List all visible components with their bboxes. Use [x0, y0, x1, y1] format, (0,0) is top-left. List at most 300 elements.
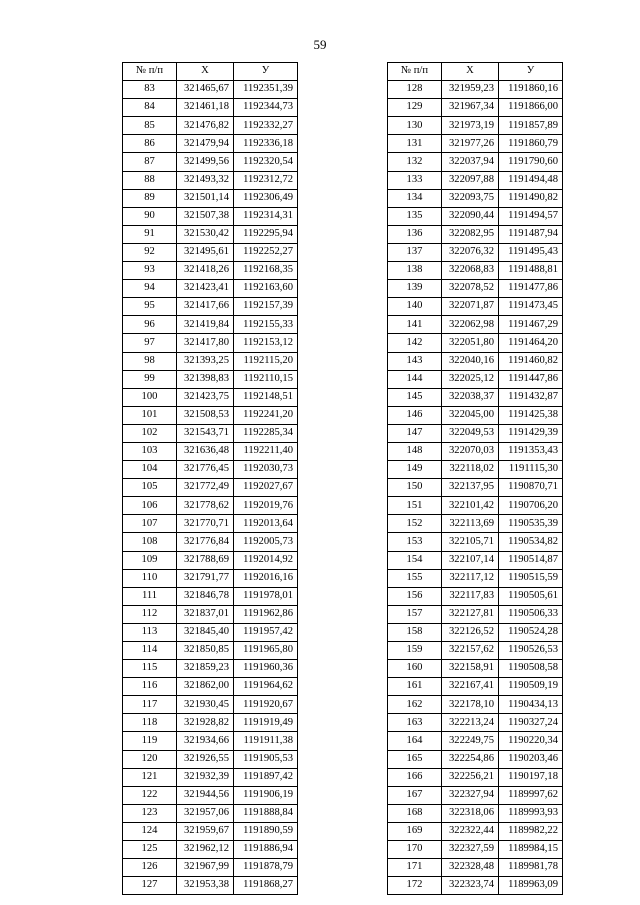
x-coordinate-cell: 321507,38: [177, 207, 234, 225]
y-coordinate-cell: 1191487,94: [499, 225, 563, 243]
row-number-cell: 106: [123, 497, 177, 515]
x-coordinate-cell: 321788,69: [177, 551, 234, 569]
x-coordinate-cell: 321776,84: [177, 533, 234, 551]
y-coordinate-cell: 1192153,12: [234, 334, 298, 352]
row-number-cell: 122: [123, 786, 177, 804]
table-row: [388, 696, 563, 714]
row-number-cell: 166: [388, 768, 442, 786]
table-row: [123, 642, 298, 660]
x-coordinate-cell: 321393,25: [177, 352, 234, 370]
x-coordinate-cell: 321479,94: [177, 135, 234, 153]
row-number-cell: 144: [388, 370, 442, 388]
y-coordinate-cell: 1190506,33: [499, 605, 563, 623]
table-row: [123, 189, 298, 207]
row-number-cell: 101: [123, 406, 177, 424]
row-number-cell: 156: [388, 587, 442, 605]
table-row: [123, 859, 298, 877]
x-coordinate-cell: 322038,37: [442, 388, 499, 406]
y-coordinate-cell: 1191868,27: [234, 877, 298, 895]
y-coordinate-cell: 1191964,62: [234, 678, 298, 696]
x-coordinate-cell: 321962,12: [177, 841, 234, 859]
row-number-cell: 97: [123, 334, 177, 352]
x-coordinate-cell: 321846,78: [177, 587, 234, 605]
x-coordinate-cell: 322254,86: [442, 750, 499, 768]
y-coordinate-cell: 1192005,73: [234, 533, 298, 551]
row-number-cell: 124: [123, 822, 177, 840]
row-number-cell: 150: [388, 479, 442, 497]
table-row: [123, 424, 298, 442]
y-coordinate-cell: 1190526,53: [499, 642, 563, 660]
table-row: [123, 81, 298, 99]
row-number-cell: 140: [388, 298, 442, 316]
row-number-cell: 153: [388, 533, 442, 551]
x-coordinate-cell: 321862,00: [177, 678, 234, 696]
row-number-cell: 132: [388, 153, 442, 171]
row-number-cell: 154: [388, 551, 442, 569]
x-coordinate-cell: 321944,56: [177, 786, 234, 804]
table-row: [388, 841, 563, 859]
row-number-cell: 128: [388, 81, 442, 99]
table-row: [388, 714, 563, 732]
row-number-cell: 98: [123, 352, 177, 370]
table-row: [388, 262, 563, 280]
row-number-cell: 120: [123, 750, 177, 768]
row-number-cell: 130: [388, 117, 442, 135]
table-row: [388, 497, 563, 515]
table-row: [123, 678, 298, 696]
x-coordinate-cell: 321930,45: [177, 696, 234, 714]
y-coordinate-cell: 1190870,71: [499, 479, 563, 497]
x-coordinate-cell: 321770,71: [177, 515, 234, 533]
coordinates-table-right: [387, 62, 563, 895]
row-number-cell: 126: [123, 859, 177, 877]
row-number-cell: 99: [123, 370, 177, 388]
table-row: [388, 370, 563, 388]
x-coordinate-cell: 321776,45: [177, 461, 234, 479]
y-coordinate-cell: 1191890,59: [234, 822, 298, 840]
x-coordinate-cell: 322157,62: [442, 642, 499, 660]
y-coordinate-cell: 1191447,86: [499, 370, 563, 388]
y-coordinate-cell: 1192115,20: [234, 352, 298, 370]
x-coordinate-cell: 321423,41: [177, 280, 234, 298]
row-number-cell: 145: [388, 388, 442, 406]
y-coordinate-cell: 1191460,82: [499, 352, 563, 370]
table-row: [123, 822, 298, 840]
y-coordinate-cell: 1191494,48: [499, 171, 563, 189]
table-row: [123, 135, 298, 153]
y-coordinate-cell: 1192019,76: [234, 497, 298, 515]
row-number-cell: 96: [123, 316, 177, 334]
x-coordinate-cell: 321957,06: [177, 804, 234, 822]
y-coordinate-cell: 1189981,78: [499, 859, 563, 877]
table-row: [123, 569, 298, 587]
table-row: [388, 587, 563, 605]
x-coordinate-cell: 322093,75: [442, 189, 499, 207]
x-coordinate-cell: 321418,26: [177, 262, 234, 280]
row-number-cell: 84: [123, 99, 177, 117]
row-number-cell: 171: [388, 859, 442, 877]
row-number-cell: 152: [388, 515, 442, 533]
x-coordinate-cell: 321859,23: [177, 660, 234, 678]
table-row: [388, 207, 563, 225]
y-coordinate-cell: 1191897,42: [234, 768, 298, 786]
row-number-cell: 103: [123, 442, 177, 460]
x-coordinate-cell: 321508,53: [177, 406, 234, 424]
row-number-cell: 146: [388, 406, 442, 424]
table-row: [388, 117, 563, 135]
table-row: [123, 696, 298, 714]
row-number-cell: 142: [388, 334, 442, 352]
x-coordinate-cell: 322327,59: [442, 841, 499, 859]
table-row: [123, 442, 298, 460]
y-coordinate-cell: 1190220,34: [499, 732, 563, 750]
table-row: [123, 479, 298, 497]
x-coordinate-cell: 321932,39: [177, 768, 234, 786]
row-number-cell: 167: [388, 786, 442, 804]
y-coordinate-cell: 1191432,87: [499, 388, 563, 406]
row-number-cell: 85: [123, 117, 177, 135]
x-coordinate-cell: 321850,85: [177, 642, 234, 660]
row-number-cell: 111: [123, 587, 177, 605]
y-coordinate-cell: 1192252,27: [234, 243, 298, 261]
table-row: [123, 497, 298, 515]
row-number-cell: 158: [388, 623, 442, 641]
y-coordinate-cell: 1190505,61: [499, 587, 563, 605]
x-coordinate-cell: 321493,32: [177, 171, 234, 189]
table-row: [388, 877, 563, 895]
table-row: [123, 171, 298, 189]
coordinates-table-left: [122, 62, 298, 895]
table-row: [388, 334, 563, 352]
y-coordinate-cell: 1192336,18: [234, 135, 298, 153]
table-row: [123, 298, 298, 316]
x-coordinate-cell: 322323,74: [442, 877, 499, 895]
y-coordinate-cell: 1191886,94: [234, 841, 298, 859]
row-number-cell: 87: [123, 153, 177, 171]
x-coordinate-cell: 321499,56: [177, 153, 234, 171]
table-row: [123, 768, 298, 786]
x-coordinate-cell: 321636,48: [177, 442, 234, 460]
x-coordinate-cell: 321934,66: [177, 732, 234, 750]
x-coordinate-cell: 321837,01: [177, 605, 234, 623]
x-coordinate-cell: 321423,75: [177, 388, 234, 406]
y-coordinate-cell: 1191957,42: [234, 623, 298, 641]
table-row: [388, 551, 563, 569]
row-number-cell: 90: [123, 207, 177, 225]
row-number-cell: 118: [123, 714, 177, 732]
table-row: [123, 280, 298, 298]
y-coordinate-cell: 1190197,18: [499, 768, 563, 786]
table-row: [123, 605, 298, 623]
y-coordinate-cell: 1192155,33: [234, 316, 298, 334]
table-row: [388, 388, 563, 406]
y-coordinate-cell: 1189997,62: [499, 786, 563, 804]
y-coordinate-cell: 1190327,24: [499, 714, 563, 732]
y-coordinate-cell: 1192157,39: [234, 298, 298, 316]
y-coordinate-cell: 1191911,38: [234, 732, 298, 750]
y-coordinate-cell: 1190508,58: [499, 660, 563, 678]
table-row: [123, 877, 298, 895]
x-coordinate-cell: 321495,61: [177, 243, 234, 261]
table-row: [123, 750, 298, 768]
row-number-cell: 108: [123, 533, 177, 551]
y-coordinate-cell: 1191429,39: [499, 424, 563, 442]
y-coordinate-cell: 1191919,49: [234, 714, 298, 732]
row-number-cell: 86: [123, 135, 177, 153]
row-number-cell: 157: [388, 605, 442, 623]
y-coordinate-cell: 1192312,72: [234, 171, 298, 189]
y-coordinate-cell: 1192030,73: [234, 461, 298, 479]
row-number-cell: 131: [388, 135, 442, 153]
row-number-cell: 160: [388, 660, 442, 678]
row-number-cell: 119: [123, 732, 177, 750]
y-coordinate-cell: 1191962,86: [234, 605, 298, 623]
table-row: [123, 786, 298, 804]
y-coordinate-cell: 1192320,54: [234, 153, 298, 171]
table-header-row: [123, 63, 298, 81]
y-coordinate-cell: 1191467,29: [499, 316, 563, 334]
y-coordinate-cell: 1191860,16: [499, 81, 563, 99]
x-coordinate-cell: 322068,83: [442, 262, 499, 280]
row-number-cell: 139: [388, 280, 442, 298]
row-number-cell: 105: [123, 479, 177, 497]
table-row: [388, 533, 563, 551]
row-number-cell: 115: [123, 660, 177, 678]
table-row: [123, 533, 298, 551]
y-coordinate-cell: 1192014,92: [234, 551, 298, 569]
x-coordinate-cell: 321543,71: [177, 424, 234, 442]
row-number-cell: 141: [388, 316, 442, 334]
x-coordinate-cell: 321398,83: [177, 370, 234, 388]
y-coordinate-cell: 1190203,46: [499, 750, 563, 768]
row-number-cell: 161: [388, 678, 442, 696]
table-row: [123, 660, 298, 678]
y-coordinate-cell: 1191353,43: [499, 442, 563, 460]
y-coordinate-cell: 1192306,49: [234, 189, 298, 207]
x-coordinate-cell: 321959,67: [177, 822, 234, 840]
table-row: [388, 605, 563, 623]
x-coordinate-cell: 321778,62: [177, 497, 234, 515]
x-coordinate-cell: 322178,10: [442, 696, 499, 714]
y-coordinate-cell: 1191888,84: [234, 804, 298, 822]
row-number-cell: 159: [388, 642, 442, 660]
x-coordinate-cell: 322117,83: [442, 587, 499, 605]
table-row: [123, 587, 298, 605]
table-row: [388, 642, 563, 660]
table-row: [388, 99, 563, 117]
table-row: [388, 623, 563, 641]
table-row: [123, 334, 298, 352]
y-coordinate-cell: 1192110,15: [234, 370, 298, 388]
table-row: [388, 424, 563, 442]
x-coordinate-cell: 322097,88: [442, 171, 499, 189]
y-coordinate-cell: 1192013,64: [234, 515, 298, 533]
y-coordinate-cell: 1191790,60: [499, 153, 563, 171]
x-coordinate-cell: 321959,23: [442, 81, 499, 99]
x-coordinate-cell: 322071,87: [442, 298, 499, 316]
y-coordinate-cell: 1191425,38: [499, 406, 563, 424]
table-row: [388, 786, 563, 804]
y-coordinate-cell: 1192241,20: [234, 406, 298, 424]
table-row: [388, 822, 563, 840]
x-coordinate-cell: 322090,44: [442, 207, 499, 225]
table-row: [123, 352, 298, 370]
x-coordinate-cell: 321501,14: [177, 189, 234, 207]
x-coordinate-cell: 322045,00: [442, 406, 499, 424]
x-coordinate-cell: 322082,95: [442, 225, 499, 243]
row-number-cell: 148: [388, 442, 442, 460]
row-number-cell: 83: [123, 81, 177, 99]
y-coordinate-cell: 1189993,93: [499, 804, 563, 822]
x-coordinate-cell: 321967,34: [442, 99, 499, 117]
y-coordinate-cell: 1192332,27: [234, 117, 298, 135]
x-coordinate-cell: 322076,32: [442, 243, 499, 261]
x-coordinate-cell: 322213,24: [442, 714, 499, 732]
row-number-cell: 95: [123, 298, 177, 316]
table-row: [388, 569, 563, 587]
row-number-cell: 117: [123, 696, 177, 714]
row-number-cell: 172: [388, 877, 442, 895]
x-coordinate-cell: 321928,82: [177, 714, 234, 732]
table-row: [123, 370, 298, 388]
x-coordinate-cell: 321926,55: [177, 750, 234, 768]
x-coordinate-cell: 321977,26: [442, 135, 499, 153]
x-coordinate-cell: 322101,42: [442, 497, 499, 515]
x-coordinate-cell: 321465,67: [177, 81, 234, 99]
x-coordinate-cell: 322040,16: [442, 352, 499, 370]
row-number-cell: 136: [388, 225, 442, 243]
row-number-cell: 116: [123, 678, 177, 696]
column-header-number: № п/п: [123, 63, 177, 81]
table-row: [123, 623, 298, 641]
y-coordinate-cell: 1190515,59: [499, 569, 563, 587]
table-row: [123, 262, 298, 280]
y-coordinate-cell: 1191878,79: [234, 859, 298, 877]
table-row: [388, 750, 563, 768]
x-coordinate-cell: 322167,41: [442, 678, 499, 696]
row-number-cell: 151: [388, 497, 442, 515]
row-number-cell: 102: [123, 424, 177, 442]
table-row: [123, 153, 298, 171]
row-number-cell: 155: [388, 569, 442, 587]
table-row: [123, 207, 298, 225]
x-coordinate-cell: 321461,18: [177, 99, 234, 117]
y-coordinate-cell: 1192027,67: [234, 479, 298, 497]
y-coordinate-cell: 1191495,43: [499, 243, 563, 261]
table-row: [388, 171, 563, 189]
table-row: [388, 768, 563, 786]
y-coordinate-cell: 1189963,09: [499, 877, 563, 895]
x-coordinate-cell: 321417,80: [177, 334, 234, 352]
table-row: [123, 243, 298, 261]
page-number: 59: [313, 37, 327, 52]
table-row: [388, 135, 563, 153]
row-number-cell: 127: [123, 877, 177, 895]
row-number-cell: 162: [388, 696, 442, 714]
y-coordinate-cell: 1191960,36: [234, 660, 298, 678]
y-coordinate-cell: 1191464,20: [499, 334, 563, 352]
table-row: [123, 99, 298, 117]
y-coordinate-cell: 1190534,82: [499, 533, 563, 551]
table-row: [388, 352, 563, 370]
y-coordinate-cell: 1192211,40: [234, 442, 298, 460]
x-coordinate-cell: 322113,69: [442, 515, 499, 533]
y-coordinate-cell: 1192314,31: [234, 207, 298, 225]
table-row: [388, 406, 563, 424]
row-number-cell: 147: [388, 424, 442, 442]
y-coordinate-cell: 1190535,39: [499, 515, 563, 533]
y-coordinate-cell: 1191477,86: [499, 280, 563, 298]
x-coordinate-cell: 321772,49: [177, 479, 234, 497]
y-coordinate-cell: 1192295,94: [234, 225, 298, 243]
x-coordinate-cell: 322327,94: [442, 786, 499, 804]
table-row: [123, 406, 298, 424]
table-row: [123, 732, 298, 750]
row-number-cell: 143: [388, 352, 442, 370]
x-coordinate-cell: 322117,12: [442, 569, 499, 587]
x-coordinate-cell: 322078,52: [442, 280, 499, 298]
y-coordinate-cell: 1192016,16: [234, 569, 298, 587]
y-coordinate-cell: 1189982,22: [499, 822, 563, 840]
table-row: [388, 280, 563, 298]
row-number-cell: 91: [123, 225, 177, 243]
x-coordinate-cell: 322137,95: [442, 479, 499, 497]
row-number-cell: 135: [388, 207, 442, 225]
row-number-cell: 110: [123, 569, 177, 587]
y-coordinate-cell: 1191965,80: [234, 642, 298, 660]
y-coordinate-cell: 1192168,35: [234, 262, 298, 280]
row-number-cell: 149: [388, 461, 442, 479]
x-coordinate-cell: 322051,80: [442, 334, 499, 352]
row-number-cell: 168: [388, 804, 442, 822]
x-coordinate-cell: 322105,71: [442, 533, 499, 551]
table-row: [123, 515, 298, 533]
column-header-y: У: [499, 63, 563, 81]
table-row: [123, 117, 298, 135]
y-coordinate-cell: 1190706,20: [499, 497, 563, 515]
row-number-cell: 92: [123, 243, 177, 261]
x-coordinate-cell: 322322,44: [442, 822, 499, 840]
y-coordinate-cell: 1190509,19: [499, 678, 563, 696]
x-coordinate-cell: 321530,42: [177, 225, 234, 243]
x-coordinate-cell: 322025,12: [442, 370, 499, 388]
table-row: [388, 804, 563, 822]
row-number-cell: 133: [388, 171, 442, 189]
row-number-cell: 138: [388, 262, 442, 280]
y-coordinate-cell: 1191860,79: [499, 135, 563, 153]
column-header-y: У: [234, 63, 298, 81]
row-number-cell: 123: [123, 804, 177, 822]
table-row: [123, 714, 298, 732]
y-coordinate-cell: 1189984,15: [499, 841, 563, 859]
row-number-cell: 113: [123, 623, 177, 641]
y-coordinate-cell: 1191494,57: [499, 207, 563, 225]
row-number-cell: 163: [388, 714, 442, 732]
x-coordinate-cell: 321476,82: [177, 117, 234, 135]
row-number-cell: 137: [388, 243, 442, 261]
y-coordinate-cell: 1191473,45: [499, 298, 563, 316]
x-coordinate-cell: 322318,06: [442, 804, 499, 822]
x-coordinate-cell: 322070,03: [442, 442, 499, 460]
row-number-cell: 88: [123, 171, 177, 189]
table-row: [123, 804, 298, 822]
table-row: [388, 442, 563, 460]
y-coordinate-cell: 1192344,73: [234, 99, 298, 117]
x-coordinate-cell: 321791,77: [177, 569, 234, 587]
row-number-cell: 93: [123, 262, 177, 280]
y-coordinate-cell: 1192351,39: [234, 81, 298, 99]
x-coordinate-cell: 322328,48: [442, 859, 499, 877]
